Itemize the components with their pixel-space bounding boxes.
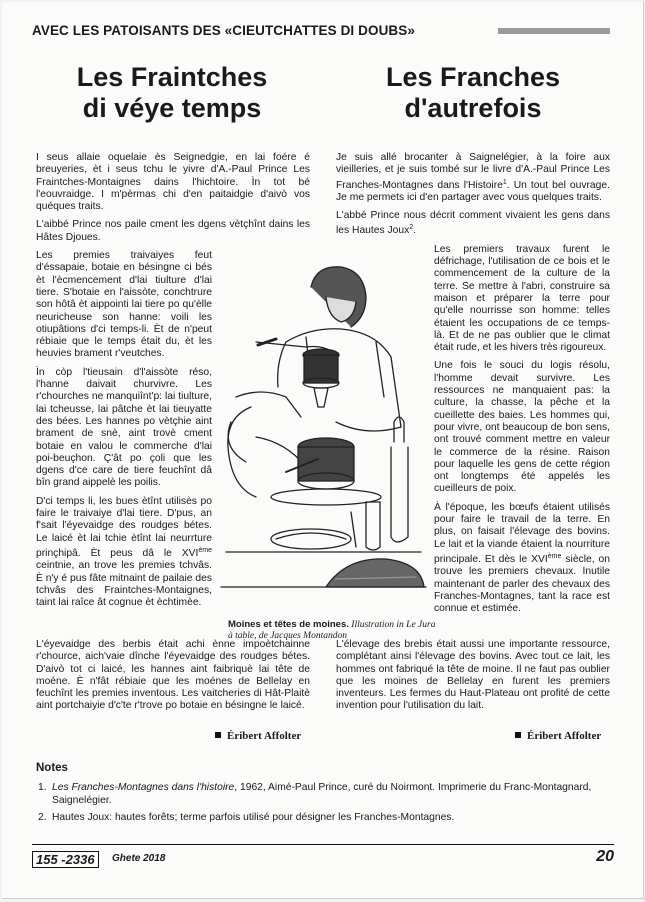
french-signature: Éribert Affolter <box>515 730 601 742</box>
french-title-line-1: Les Franches <box>385 62 561 92</box>
patois-paragraph-1: I seus allaie oquelaie ès Seignedgie, en lai foére é breuyeries, èt i seus tchu le yivre d'A.-Paul Prince Les Fraintches-Montaignes dains l'hichtoire. Ìn tot bé l'eouvraidge. I m'pèrmas chi d'en paitaidgie d'aivò vos quéques traits. <box>36 152 310 213</box>
patois-paragraph-6: L'éyevaidge des berbis était achi ènne impoètchainne r'chource, aich'vaie dînche l'éyevaidge des roudges bétes. D'aivò tot ci laicé, les hannes aint faibriquè lai tête de moéne. È n'fât rébiaie que les moénes de Bellelay en feuchînt les premies inventous. Les vaitcheries di Hât-Plaitè aint portchaiyie d'c'te r'trove po botaie en bésingne le laicé. <box>36 639 310 712</box>
issue-number: 155 -2336 <box>32 851 99 868</box>
french-paragraph-4: Une fois le souci du logis résolu, l'homme devait survivre. Les ressources ne manquaient pas: la culture, la chasse, la pêche et la cueillette des baies. Les hommes qui, pour vivre, ont beaucoup de bon sens, ont trouvé comment mettre en valeur le commerce de la résine. Raison pour laquelle les gens de cette région ont longtemps été appelés les cueilleurs de poix. <box>434 360 610 495</box>
french-paragraph-2: L'abbé Prince nous décrit comment vivaient les gens dans les Hautes Joux$^2$. <box>336 210 610 237</box>
patois-lower <box>36 639 310 719</box>
note-number: 2. <box>38 811 47 823</box>
patois-signature: Éribert Affolter <box>215 730 301 742</box>
note-text: , 1962, Aimé-Paul Prince, curé du Noirmont. Imprimerie du Franc-Montagnard, Saignelégier. <box>52 782 592 806</box>
patois-paragraph-2: L'aibbé Prince nos paile cment les dgens vètçhînt dains les Hâtes Djoues. <box>36 219 310 243</box>
patois-paragraph-3: Les premies traivaiyes feut d'éssapaie, botaie en bésingne ci bés èt l'ècmencement d'lai tiulture d'lai tiere. S'botaie en l'aissòte, conchtrure son hôtâ èt aippointi lai tiere po qu'èlle neuricheuse son hanne: voili les otiupâtions d'ci temps-li. Èt de n'peut rébiaie que le temps était du, èt les heuvies brament r'veutches. <box>36 250 212 360</box>
french-title <box>332 62 614 124</box>
french-paragraph-3: Les premiers travaux furent le défrichage, l'utilisation de ce bois et le commencement de la culture de la terre. Se mettre à l'abri, construire sa maison et préparer la terre pour qu'elle nourrisse son homme: telles étaient les occupations de ce temps-là. Et de ne pas oublier que le climat était rude, et les hivers très rigoureux. <box>434 243 610 354</box>
french-lower <box>336 639 610 719</box>
patois-title-line-2: di véye temps <box>82 93 262 123</box>
french-title-line-2: d'autrefois <box>404 93 542 123</box>
note-item <box>36 782 612 807</box>
section-header <box>32 22 612 44</box>
footer-rule <box>32 844 614 845</box>
monks-drawing <box>216 247 436 607</box>
note-text: Hautes Joux: hautes forêts; terme parfois utilisé pour désigner les Franches-Montagnes. <box>52 811 455 823</box>
square-bullet-icon <box>215 732 221 738</box>
magazine-page <box>2 2 644 899</box>
french-paragraph-1: Je suis allé brocanter à Saignelégier, à la foire aux vieilleries, et je suis tombé sur le livre d'A.-Paul Prince Les Franches-Montagnes dans l'Histoire$^1$. Un tout bel ouvrage. Je me permets ici d'en partager avec vous quelques traits. <box>336 152 610 203</box>
patois-title <box>38 62 306 124</box>
square-bullet-icon <box>515 732 521 738</box>
page-number: 20 <box>596 848 614 865</box>
patois-paragraph-5: D'ci temps li, les bues ètînt utilisès po faire le traivaiye d'lai tiere. D'pus, an f'sait l'éyevaidge des roudges bétes. Le laicé èt lai tchie ètînt lai neurrture prinçhipâ. Èt peus dâ le XVIème ceintnie, an trove les premies tchvâs. È n'y é pus fâte mitnaint de pailaie des tchvâs des Fraintches-Montaignes, taint lai raîce ât cognue èt èchtimèe. <box>36 495 212 609</box>
note-book-title: Les Franches-Montagnes dans l'histoire <box>52 782 235 794</box>
monks-illustration <box>216 247 436 607</box>
notes-section <box>36 762 612 829</box>
patois-paragraph-4: Ìn còp l'tieusain d'l'aissòte réso, l'hanne daivait churvivre. Les r'chourches ne manquiînt'p: lai tiulture, lai tcheusse, lai pâtche èt lai tieuyatte des bées. Les hannes po vètçhie aint brament de snè, aint trovè cment botaie en valou le commerche d'lai poi-beuçhon. Ç'ât po çoli que les dgens d'ce care de tiere feuchînt dâ bîn grand aippelè les poilis. <box>36 366 212 489</box>
header-decorative-bar <box>498 28 610 34</box>
patois-title-line-1: Les Fraintches <box>76 62 268 92</box>
section-title: AVEC LES PATOISANTS DES «CIEUTCHATTES DI DOUBS» <box>32 23 415 38</box>
note-item <box>36 812 612 824</box>
french-paragraph-5: À l'époque, les bœufs étaient utilisés pour faire le travail de la terre. En plus, on faisait l'élevage des bovins. Le lait et la viande étaient la nourriture principale. Et dès le XVIème siècle, on trouve les premiers chevaux. Inutile maintenant de parler des chevaux des Franches-Montagnes, tant la race est connue et estimée. <box>434 501 610 615</box>
page-footer <box>32 844 614 868</box>
notes-title: Notes <box>36 762 68 774</box>
illustration-caption: Moines et têtes de moines. Illustration in Le Jura à table, de Jacques Montandon <box>228 619 436 641</box>
french-paragraph-6: L'élevage des brebis était aussi une importante ressource, complétant ainsi l'élevage des bovins. Avec tout ce lait, les hommes ont fabriqué la tête de moine. Il ne faut pas oublier que les moines de Bellelay en furent les premiers inventeurs. Les fermes du Haut-Plateau ont profité de cette invention pour l'utilisation du lait. <box>336 639 610 712</box>
edition-label: Ghete 2018 <box>112 853 166 864</box>
note-number: 1. <box>38 782 47 794</box>
